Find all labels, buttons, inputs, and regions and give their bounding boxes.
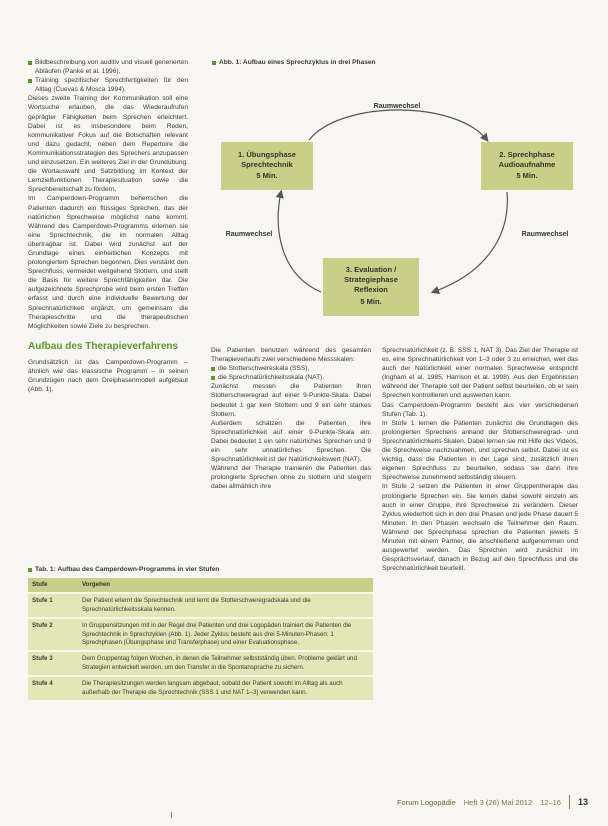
phase-3-subtitle-2: Reflexion [354,285,388,294]
middle-column [211,346,371,492]
stage-cell: Stufe 4 [28,676,78,700]
room-change-label-top: Raumwechsel [373,103,421,110]
column-header-procedure: Vorgehen [78,578,373,593]
body-paragraph: Zunächst messen die Patienten ihren Stotterschweregrad auf einer 9-Punkte-Skala. Dabei bedeutet 1 gar kein Stottern und 9 ein sehr starkes Stottern. [211,383,371,418]
bullet-item [211,364,371,373]
bullet-square-icon [28,79,32,83]
body-paragraph: Die Patienten benutzen während des gesamten Therapieverlaufs zwei verschiedene Messskalen: [211,347,371,364]
table-row [28,676,373,700]
bullet-item [28,58,188,76]
scan-mark [171,812,172,818]
bullet-square-icon [28,61,32,65]
footer-divider [569,795,570,809]
stage-cell: Stufe 1 [28,593,78,618]
cycle-diagram [211,70,583,336]
bullet-item [28,76,188,94]
caption-square-icon [28,568,32,572]
table-row [28,651,373,676]
right-column [382,346,578,573]
room-change-label-left: Raumwechsel [225,231,273,238]
procedure-cell: Dem Gruppentag folgen Wochen, in denen die Teilnehmer selbstständig üben. Probleme geklärt und Strategien entwickelt werden, um den Transfer in die Spontansprache zu sichern. [78,651,373,676]
stage-cell: Stufe 3 [28,651,78,676]
bullet-text: die Sprechnatürlichkeitsskala (NAT). [218,374,325,382]
bullet-text: die Stotterschwereskala (SSS), [218,365,310,373]
phase-2-title: 2. Sprechphase [499,150,555,159]
procedure-cell: Die Therapiesitzungen werden langsam abgebaut, sobald der Patient sowohl im Alltag als auch außerhalb der Therapie die Sprechtechnik (SSS 1 und NAT 1–3) verwenden kann. [78,676,373,700]
table-caption-text: Tab. 1: Aufbau des Camperdown-Programms in vier Stufen [35,566,220,573]
phase-1-title: 1. Übungsphase [238,150,296,159]
bullet-item [211,373,371,382]
phase-3-subtitle: Strategiephase [344,275,398,284]
body-paragraph: In Stufe 2 setzen die Patienten in einer Gruppentherapie das prolongierte Sprechen ein. Sie lernen dabei sowohl einzeln als auch in einer Gruppe, ihre Sprechweise zu verändern. Dieser Zyklus wiederholt sich in den drei Phasen und jede Phase dauert 5 Minuten. In den Phasen wechseln die Teilnehmer den Raum. Während der Sprechphase sprechen die Patienten jeweils 5 Minuten mit einem Partner, die anschließend aufgenommen und ausgewertet werden. Das Sprechen wird zunächst im Gesprächsverlauf, danach in Bezug auf den Sprechfluss und die Sprechnatürlichkeit beurteilt. [382,483,578,573]
bullet-square-icon [211,376,215,380]
table-row [28,618,373,651]
figure-caption-text: Abb. 1: Aufbau eines Sprechzyklus in drei Phasen [219,59,376,66]
body-paragraph: Im Camperdown-Programm beherrschen die Patienten dadurch ein flüssiges Sprechen, das der natürlichen Sprechweise möglichst nahe kommt. Während des Camperdown-Programms erlernen sie eine Sprechtechnik, die im normalen Alltag übertragbar ist. Dabei wird zunächst auf der Grundlage eines einheitlichen Konzepts mit prolongiertem Sprechen begonnen. Dies verstärkt den Sprechfluss, vermeidet weitgehend Stottern, und stellt die Basis für weitere Sprechfähigkeiten dar. Die aufgezeichnete Sprechprobe wird beim ersten Treffen erfasst und durch eine individuelle Bewertung der Sprechnatürlichkeit ergänzt, um gemeinsam die Therapieschritte und die therapeutischen Möglichkeiten sowie Ziele zu besprechen. [28,195,188,330]
procedure-cell: Der Patient erlernt die Sprechtechnik und lernt die Stotterschweregradskala und die Sprechnatürlichkeitsskala kennen. [78,593,373,618]
bullet-text: Bildbeschreibung von auditiv und visuell generierten Abläufen (Panke et al. 1996), [35,59,188,76]
phase-2-duration: 5 Min. [516,171,538,180]
page-range: 12–16 [540,797,561,807]
phase-3-duration: 5 Min. [360,297,382,306]
table-caption [28,566,219,573]
body-paragraph: Dieses zweite Training der Kommunikation soll eine Wortsuche erlauben, die das Wiederaufrufen geprägter Fähigkeiten beim Sprechen erleichtert. Dabei ist es insbesondere beim Reden, kommunikativer Fokus auf die Botschaften relevant und dazu gedacht, neben dem Repertoire die Kommunikationsstrategien des Sprechers anzupassen und einzusetzen. Ein weiteres Ziel in der Grundübung: die Wortauswahl und Satzbildung im Kontext der Lernzielfunktionen Therapiesituation sowie die Sprechbereitschaft zu fördern. [28,95,188,194]
phase-1-duration: 5 Min. [256,171,278,180]
phase-1-subtitle: Sprechtechnik [241,160,293,169]
table-row [28,593,373,618]
page-footer [397,795,588,809]
left-column [28,58,188,394]
section-heading: Aufbau des Therapieverfahrens [28,340,179,352]
stage-cell: Stufe 2 [28,618,78,651]
phase-2-subtitle: Audioaufnahme [498,160,556,169]
body-paragraph: Grundsätzlich ist das Camperdown-Programm – ähnlich wie das klassische Programm – in seinen Grundzügen nach dem Dreiphasenmodell aufgebaut (Abb. 1). [28,358,188,394]
body-paragraph: Sprechnatürlichkeit (z. B. SSS 1, NAT 3). Das Ziel der Therapie ist es, eine Sprechnatürlichkeit von 1–3 oder 3 zu erreichen, weil das auch der Natürlichkeit einer normalen Sprechweise entspricht (Ingham et al. 1985, Harrison et al. 1998). Aus den Ergebnissen während der Therapie soll der Patient selbst beurteilen, ob er sein Sprechen kontrollieren und auswerten kann. [382,347,578,400]
phase-3-title: 3. Evaluation / [345,265,397,274]
cycle-arrow-top [309,110,487,140]
bullet-square-icon [211,367,215,371]
page-number: 13 [577,797,588,807]
journal-name: Forum Logopädie [396,797,456,807]
issue-info: Heft 3 (26) Mai 2012 [463,797,533,807]
body-paragraph: In Stufe 1 lernen die Patienten zunächst die Grundlagen des prolongierten Sprechens anhand der Stotterschweregrad- und Sprechnatürlichkeits-Skalen. Dabei lernen sie mit Hilfe des Videos, die Sprechweise nachzuahmen, und sprechen selbst. Dabei ist es wichtig, dass die Patienten in der Lage sind, zusätzlich ihren eigenen Sprechfluss zu beurteilen, sodass sie dann ihre Sprechweise zunehmend selbständig steuern. [382,419,578,482]
column-header-stage: Stufe [28,578,78,593]
table-header-row [28,578,373,593]
stages-table [28,578,373,700]
body-paragraph: Das Camperdown-Programm besteht aus vier verschiedenen Stufen (Tab. 1). [382,401,578,418]
figure-caption [212,59,376,66]
cycle-arrow-left [278,192,321,292]
cycle-arrow-right [433,192,507,292]
procedure-cell: In Gruppensitzungen mit in der Regel drei Patienten und drei Logopäden trainiert die Patienten die Sprechtechnik in Sprechzyklen (Abb. 1). Jeder Zyklus besteht aus drei 5-Minuten-Phasen: 1 Sprechphasen (Übungsphase und Transferphase) und einer Evaluationsphase. [78,618,373,651]
body-paragraph: Außerdem schätzen die Patienten ihre Sprechnatürlichkeit auf einer 9-Punkte-Skala ein: Dabei bedeutet 1 ein sehr natürliches Sprechen und 9 ein sehr unnatürliches Sprechen. Die Sprechnatürlichkeit ist der Natürlichkeitswert (NAT). [211,419,371,464]
room-change-label-right: Raumwechsel [521,231,569,238]
body-paragraph: Während der Therapie trainieren die Patienten das prolongierte Sprechen ohne zu stottern und steigern dabei allmählich ihre [211,465,371,491]
caption-square-icon [212,61,216,65]
bullet-text: Training spezifischer Sprechfertigkeiten für den Alltag (Cuevas & Mosca 1994). [35,77,188,94]
